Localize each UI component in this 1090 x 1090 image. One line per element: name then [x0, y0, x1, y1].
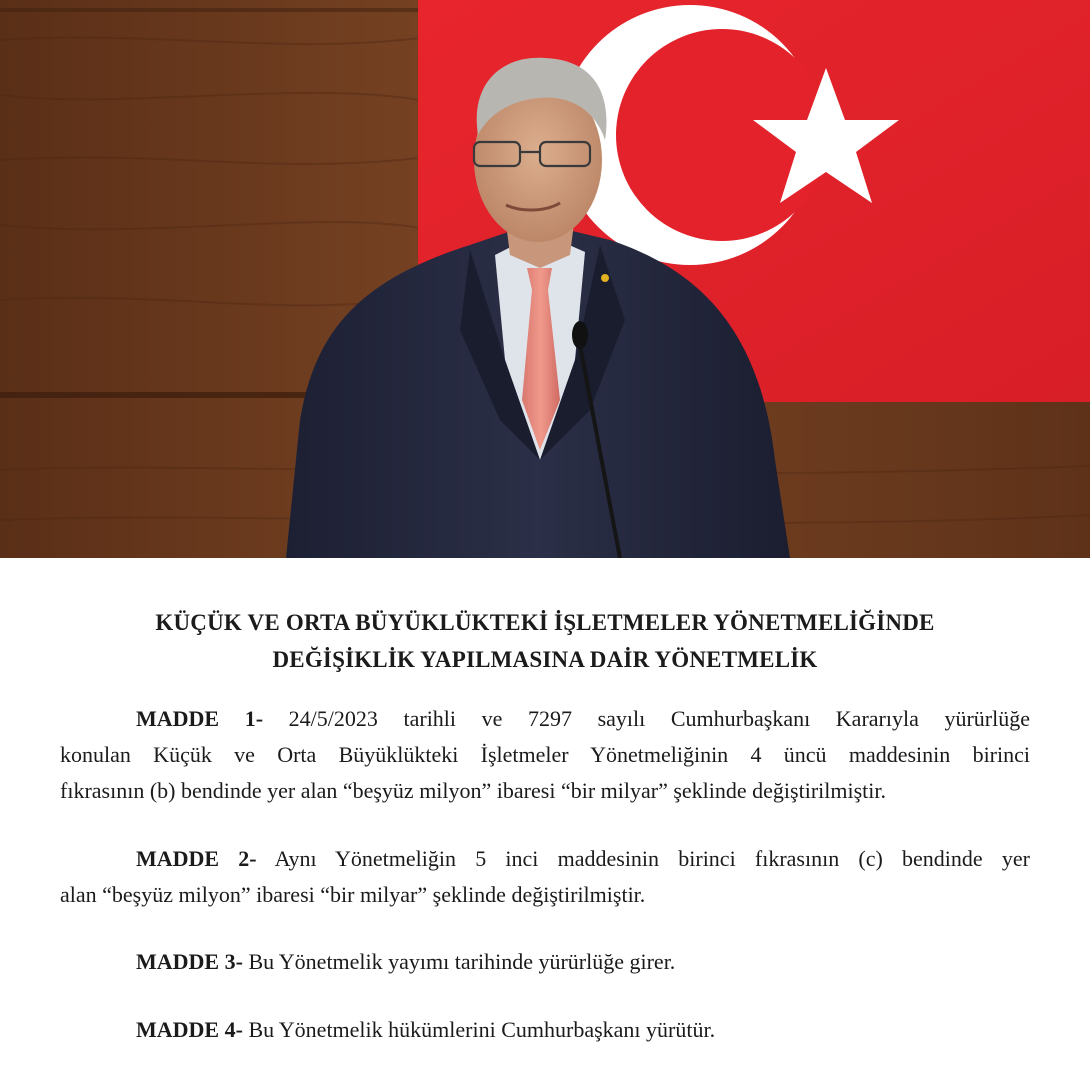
article-label: MADDE 4-: [136, 1017, 243, 1042]
wood-seam: [0, 8, 420, 12]
regulation-document: [0, 558, 1090, 1090]
article-text: Bu Yönetmelik hükümlerini Cumhurbaşkanı yürütür.: [248, 1017, 716, 1042]
document-title-line-1: KÜÇÜK VE ORTA BÜYÜKLÜKTEKİ İŞLETMELER YÖNETMELİĞİNDE: [155, 610, 935, 635]
microphone-icon: [572, 321, 588, 349]
article-label: MADDE 3-: [136, 949, 243, 974]
article-1: [60, 701, 1030, 809]
article-text: 24/5/2023 tarihli ve 7297 sayılı Cumhurbaşkanı Kararıyla yürürlüğe: [288, 706, 1030, 731]
article-label: MADDE 1-: [136, 706, 264, 731]
article-text: Aynı Yönetmeliğin 5 inci maddesinin birinci fıkrasının (c) bendinde yer: [274, 846, 1030, 871]
article-text: fıkrasının (b) bendinde yer alan “beşyüz milyon” ibaresi “bir milyar” şeklinde değiştirilmiştir.: [60, 778, 886, 803]
article-4: [60, 1012, 1030, 1048]
article-text: konulan Küçük ve Orta Büyüklükteki İşletmeler Yönetmeliğinin 4 üncü maddesinin birinci: [60, 742, 1030, 767]
article-text: alan “beşyüz milyon” ibaresi “bir milyar” şeklinde değiştirilmiştir.: [60, 882, 646, 907]
article-label: MADDE 2-: [136, 846, 257, 871]
article-text: Bu Yönetmelik yayımı tarihinde yürürlüğe girer.: [248, 949, 676, 974]
article-3: [60, 944, 1030, 980]
article-2: [60, 841, 1030, 913]
document-title-line-2: DEĞİŞİKLİK YAPILMASINA DAİR YÖNETMELİK: [272, 647, 818, 672]
